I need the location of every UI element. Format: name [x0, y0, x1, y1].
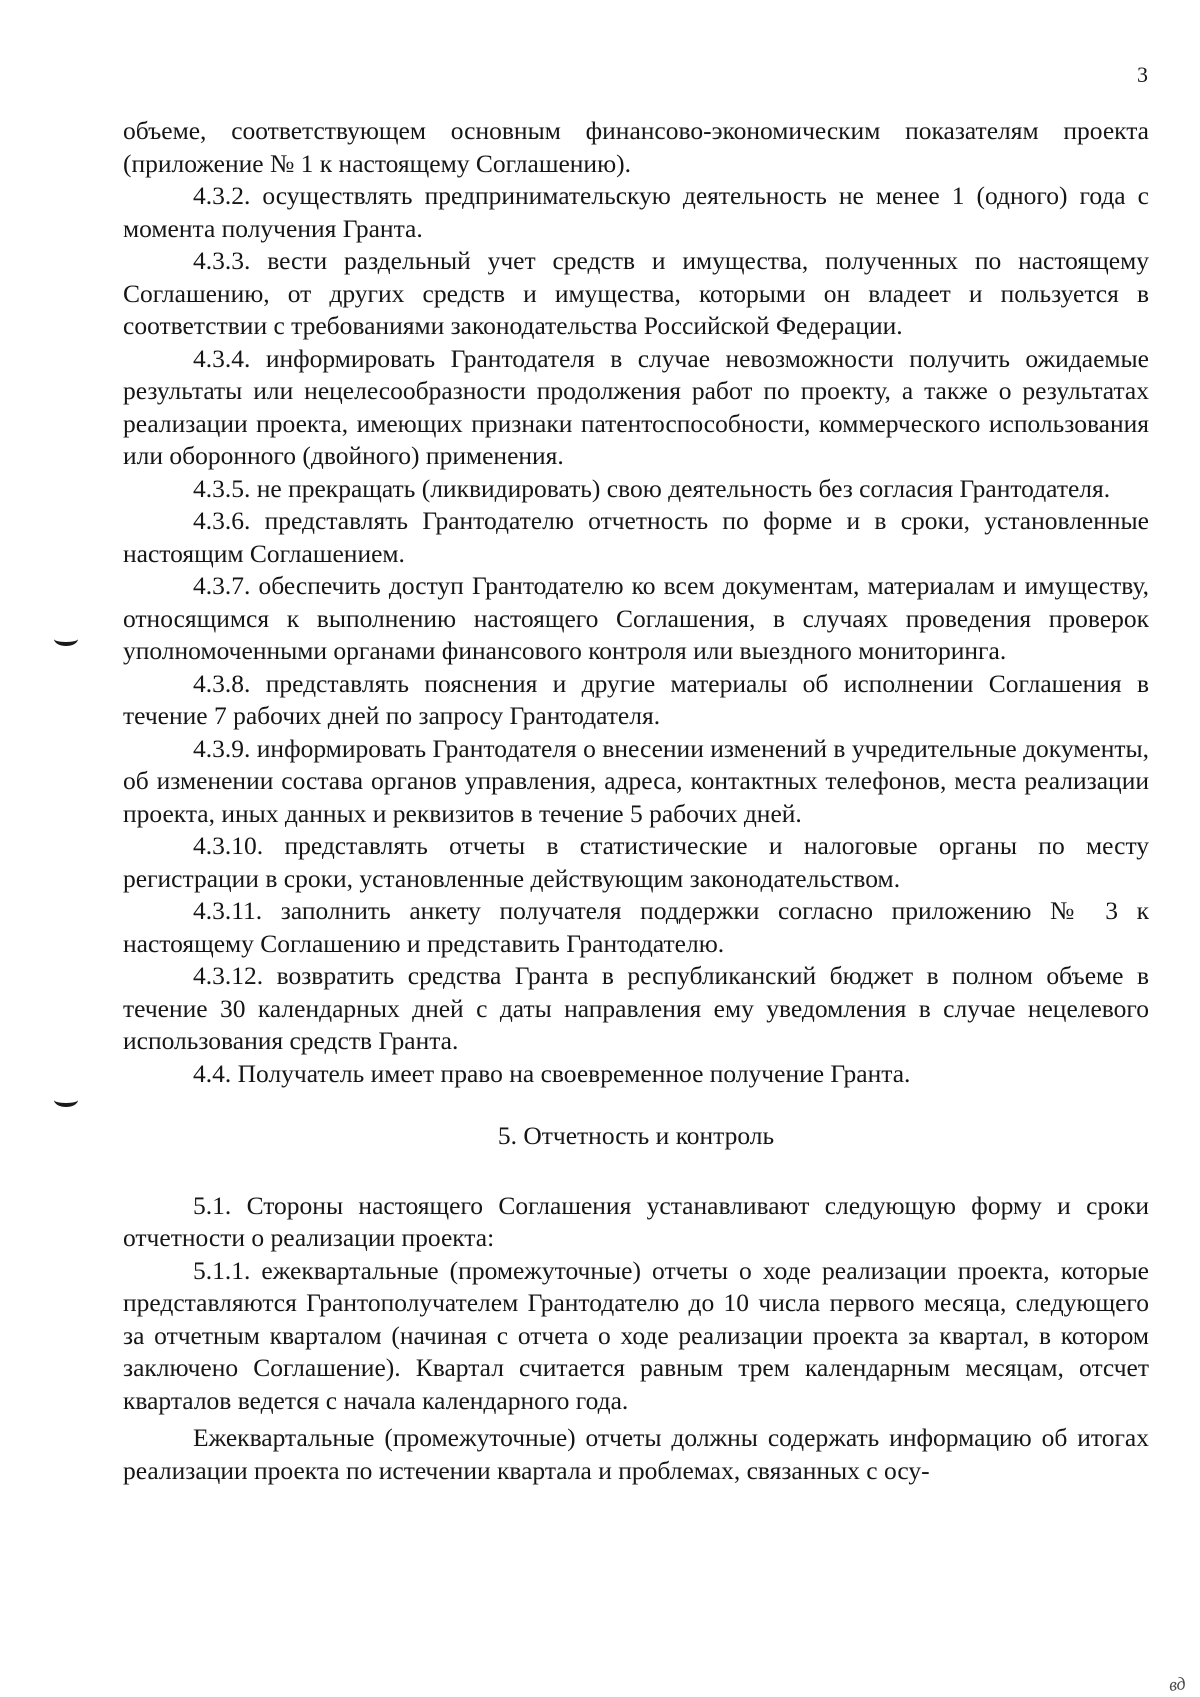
clause-4-3-11: 4.3.11. заполнить анкету получателя поддержки согласно приложению № 3 к настоящему Соглашению и представить Грантодателю.	[123, 896, 1149, 958]
clause-4-3-12: 4.3.12. возвратить средства Гранта в республиканский бюджет в полном объеме в течение 30 календарных дней с даты направления ему уведомления в случае нецелевого использования средств Гранта.	[123, 961, 1149, 1055]
scan-artifact-mark	[54, 1093, 78, 1107]
scan-artifact-mark	[54, 632, 78, 646]
clause-4-4: 4.4. Получатель имеет право на своевременное получение Гранта.	[193, 1058, 911, 1088]
clause-4-3-8: 4.3.8. представлять пояснения и другие материалы об исполнении Соглашения в течение 7 рабочих дней по запросу Грантодателя.	[123, 668, 1149, 730]
clause-4-3-2: 4.3.2. осуществлять предпринимательскую деятельность не менее 1 (одного) года с момента получения Гранта.	[123, 181, 1149, 243]
clause-4-3-9: 4.3.9. информировать Грантодателя о внесении изменений в учредительные документы, об изменении состава органов управления, адреса, контактных телефонов, места реализации проекта, иных данных и реквизитов в течение 5 рабочих дней.	[123, 733, 1149, 828]
paragraph-continuation: объеме, соответствующем основным финансово-экономическим показателям проекта (приложение № 1 к настоящему Соглашению).	[123, 116, 1149, 178]
clause-4-3-3: 4.3.3. вести раздельный учет средств и имущества, полученных по настоящему Соглашению, от других средств и имущества, которыми он владеет и пользуется в соответствии с требованиями законодательства Российской Федерации.	[123, 246, 1149, 340]
clause-5-1-1: 5.1.1. ежеквартальные (промежуточные) отчеты о ходе реализации проекта, которые представляются Грантополучателем Грантодателю до 10 числа первого месяца, следующего за отчетным кварталом (начиная с отчета о ходе реализации проекта за квартал, в котором заключено Соглашение). Квартал считается равным трем календарным месяцам, отсчет кварталов ведется с начала календарного года.	[123, 1255, 1149, 1415]
clause-4-3-6: 4.3.6. представлять Грантодателю отчетность по форме и в сроки, установленные настоящим Соглашением.	[123, 506, 1149, 568]
document-body	[123, 115, 1149, 1487]
clause-5-1: 5.1. Стороны настоящего Соглашения устанавливают следующую форму и сроки отчетности о реализации проекта:	[123, 1190, 1149, 1252]
section-heading: 5. Отчетность и контроль	[497, 1121, 775, 1150]
clause-4-3-5: 4.3.5. не прекращать (ликвидировать) свою деятельность без согласия Грантодателя.	[193, 473, 1111, 503]
clause-4-3-10: 4.3.10. представлять отчеты в статистические и налоговые органы по месту регистрации в сроки, установленные действующим законодательством.	[123, 831, 1149, 893]
clause-4-3-4: 4.3.4. информировать Грантодателя в случае невозможности получить ожидаемые результаты или нецелесообразности продолжения работ по проекту, а также о результатах реализации проекта, имеющих признаки патентоспособности, коммерческого использования или оборонного (двойного) применения.	[123, 343, 1149, 470]
corner-handwritten-mark: вд	[1168, 1673, 1187, 1695]
paragraph-quarterly-reports: Ежеквартальные (промежуточные) отчеты должны содержать информацию об итогах реализации проекта по истечении квартала и проблемах, связанных с осу-	[123, 1423, 1149, 1485]
clause-4-3-7: 4.3.7. обеспечить доступ Грантодателю ко всем документам, материалам и имуществу, относящимся к выполнению настоящего Соглашения, в случаях проведения проверок уполномоченными органами финансового контроля или выездного мониторинга.	[123, 571, 1149, 665]
page-number: 3	[1137, 62, 1148, 87]
